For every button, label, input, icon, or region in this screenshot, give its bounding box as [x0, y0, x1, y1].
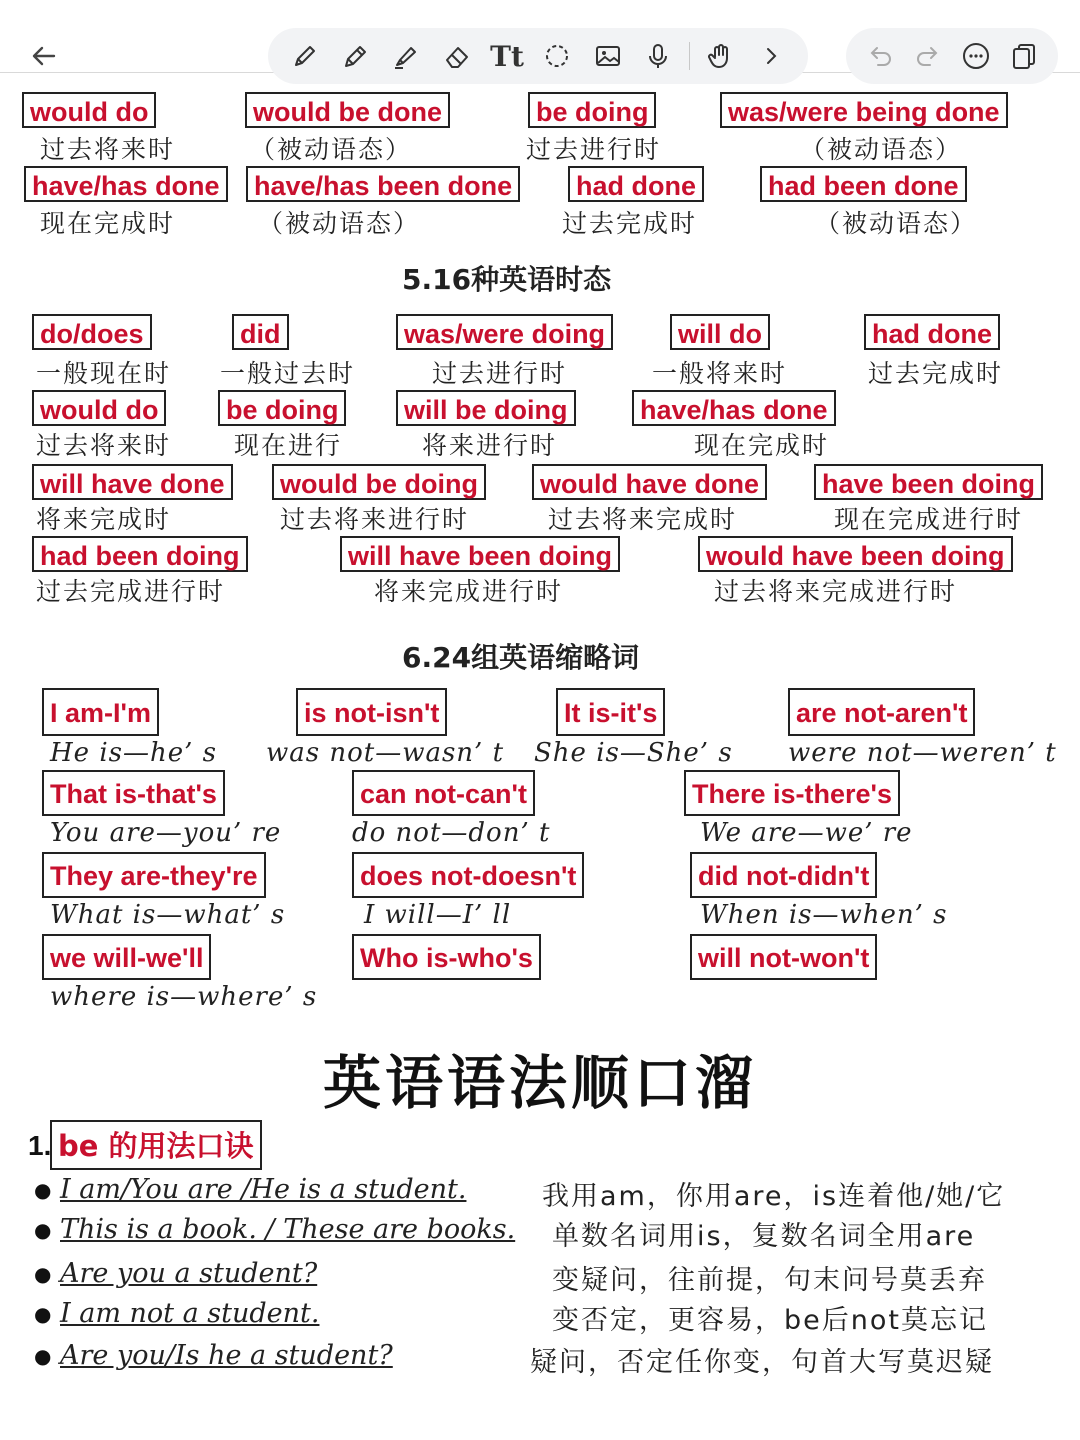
contraction-text: was not—wasn’ t: [266, 738, 505, 768]
tense-label: （被动语态）: [250, 135, 413, 164]
actions-palette: [846, 28, 1058, 84]
rhyme-line: 单数名词用is，复数名词全用are: [552, 1221, 976, 1252]
rhyme-line: 变疑问，往前提，句末问号莫丢弃: [552, 1265, 987, 1296]
tense-box: had been doing: [32, 536, 248, 572]
lasso-icon: [542, 41, 572, 71]
pages-button[interactable]: [1004, 36, 1044, 76]
bullet-dot: ●: [34, 1262, 52, 1286]
toolbar: [0, 0, 1080, 78]
back-button[interactable]: [22, 36, 66, 76]
pen-tool[interactable]: [285, 36, 325, 76]
tense-label: 一般将来时: [652, 359, 788, 388]
tense-box: have/has done: [632, 390, 836, 426]
rhyme-line: 我用am，你用are，is连着他/她/它: [542, 1181, 1006, 1212]
contraction-text: do not—don’ t: [352, 818, 551, 848]
text-tool[interactable]: [487, 36, 527, 76]
tense-label: 过去将来时: [36, 431, 172, 460]
bullet-dot: ●: [34, 1344, 52, 1368]
redo-icon: [913, 41, 943, 71]
highlighter-icon: [391, 41, 421, 71]
contraction-text: We are—we’ re: [700, 818, 913, 848]
hand-tool[interactable]: [700, 36, 740, 76]
tense-label: （被动语态）: [800, 135, 963, 164]
section-6-heading: 6.24组英语缩略词: [402, 641, 640, 674]
tense-box: have/has done: [24, 166, 228, 202]
tense-box: would do: [32, 390, 166, 426]
bullet-dot: ●: [34, 1302, 52, 1326]
tense-box: had done: [568, 166, 704, 202]
tense-label: 将来完成时: [36, 505, 172, 534]
tense-label: 将来完成进行时: [374, 577, 564, 606]
text-format-icon: Tt: [490, 39, 524, 73]
tense-box: would be done: [245, 92, 450, 128]
contraction-text: I will—I’ ll: [364, 900, 512, 930]
tense-label: 过去将来时: [40, 135, 176, 164]
tense-label: 现在完成时: [694, 431, 830, 460]
lasso-tool[interactable]: [537, 36, 577, 76]
tense-label: 现在完成进行时: [834, 505, 1024, 534]
example-sentence: Are you a student?: [60, 1258, 318, 1289]
example-sentence: I am not a student.: [60, 1298, 320, 1329]
more-tools-button[interactable]: [751, 36, 791, 76]
section-5-heading: 5.16种英语时态: [402, 263, 612, 296]
tense-label: 一般现在时: [36, 359, 172, 388]
section-1-heading: be 的用法口诀: [50, 1120, 262, 1170]
tense-box: did: [232, 314, 289, 350]
undo-icon: [865, 41, 895, 71]
microphone-tool[interactable]: [638, 36, 678, 76]
pencil-icon: [341, 41, 371, 71]
tense-label: （被动语态）: [815, 209, 978, 238]
undo-button[interactable]: [860, 36, 900, 76]
hand-pointer-icon: [705, 41, 735, 71]
tense-label: （被动语态）: [258, 209, 421, 238]
contraction-text: He is—he’ s: [50, 738, 217, 768]
rhyme-line: 疑问，否定任你变，句首大写莫迟疑: [530, 1347, 994, 1378]
tense-box: will have been doing: [340, 536, 620, 572]
tense-box: would have done: [532, 464, 767, 500]
contraction-text: were not—weren’ t: [788, 738, 1057, 768]
bullet-dot: ●: [34, 1178, 52, 1202]
redo-button[interactable]: [908, 36, 948, 76]
toolbar-separator: [689, 42, 690, 70]
tense-label: 过去进行时: [432, 359, 568, 388]
main-title: 英语语法顺口溜: [322, 1049, 757, 1117]
tense-box: was/were being done: [720, 92, 1008, 128]
eraser-tool[interactable]: [437, 36, 477, 76]
contraction-text: You are—you’ re: [50, 818, 282, 848]
arrow-left-icon: [30, 42, 58, 70]
tense-label: 现在进行: [234, 431, 343, 460]
highlighter-tool[interactable]: [386, 36, 426, 76]
more-horizontal-icon: [961, 41, 991, 71]
contraction-text: She is—She’ s: [534, 738, 733, 768]
tense-label: 过去将来完成进行时: [714, 577, 958, 606]
tense-box: had been done: [760, 166, 967, 202]
tense-box: was/were doing: [396, 314, 613, 350]
pencil-tool[interactable]: [336, 36, 376, 76]
contraction-box: can not-can't: [352, 770, 535, 816]
tense-box: have/has been done: [246, 166, 520, 202]
tense-label: 一般过去时: [220, 359, 356, 388]
chevron-right-icon: [756, 41, 786, 71]
tense-box: would be doing: [272, 464, 486, 500]
microphone-icon: [643, 41, 673, 71]
contraction-box: are not-aren't: [788, 688, 975, 736]
example-sentence: I am/You are /He is a student.: [60, 1174, 467, 1205]
tense-box: will be doing: [396, 390, 576, 426]
more-options-button[interactable]: [956, 36, 996, 76]
tense-box: be doing: [218, 390, 346, 426]
example-sentence: This is a book. / These are books.: [60, 1214, 516, 1245]
tense-box: would have been doing: [698, 536, 1013, 572]
contraction-box: does not-doesn't: [352, 852, 584, 898]
contraction-box: will not-won't: [690, 934, 877, 980]
contraction-box: Who is-who's: [352, 934, 541, 980]
contraction-box: They are-they're: [42, 852, 266, 898]
tense-label: 现在完成时: [40, 209, 176, 238]
tense-label: 过去进行时: [526, 135, 662, 164]
tense-box: do/does: [32, 314, 152, 350]
tense-label: 过去将来完成时: [548, 505, 738, 534]
tense-box: will have done: [32, 464, 233, 500]
tense-box: had done: [864, 314, 1000, 350]
tense-box: would do: [22, 92, 156, 128]
bullet-dot: ●: [34, 1218, 52, 1242]
tense-label: 过去将来进行时: [280, 505, 470, 534]
contraction-text: When is—when’ s: [700, 900, 948, 930]
tense-label: 过去完成时: [562, 209, 698, 238]
contraction-box: we will-we'll: [42, 934, 211, 980]
tense-label: 过去完成时: [868, 359, 1004, 388]
copy-pages-icon: [1009, 41, 1039, 71]
tense-box: will do: [670, 314, 770, 350]
contraction-box: That is-that's: [42, 770, 225, 816]
example-sentence: Are you/Is he a student?: [60, 1340, 393, 1371]
tense-box: have been doing: [814, 464, 1043, 500]
tense-box: be doing: [528, 92, 656, 128]
pen-icon: [290, 41, 320, 71]
contraction-text: where is—where’ s: [50, 982, 318, 1012]
image-tool[interactable]: [588, 36, 628, 76]
eraser-icon: [442, 41, 472, 71]
rhyme-line: 变否定，更容易，be后not莫忘记: [552, 1305, 988, 1336]
tense-label: 过去完成进行时: [36, 577, 226, 606]
contraction-box: It is-it's: [556, 688, 665, 736]
contraction-box: did not-didn't: [690, 852, 877, 898]
contraction-box: is not-isn't: [296, 688, 447, 736]
section-1-number: 1.: [28, 1130, 52, 1161]
tool-palette: [268, 28, 808, 84]
tense-label: 将来进行时: [422, 431, 558, 460]
contraction-box: I am-I'm: [42, 688, 159, 736]
contraction-text: What is—what’ s: [50, 900, 286, 930]
contraction-box: There is-there's: [684, 770, 900, 816]
image-icon: [593, 41, 623, 71]
